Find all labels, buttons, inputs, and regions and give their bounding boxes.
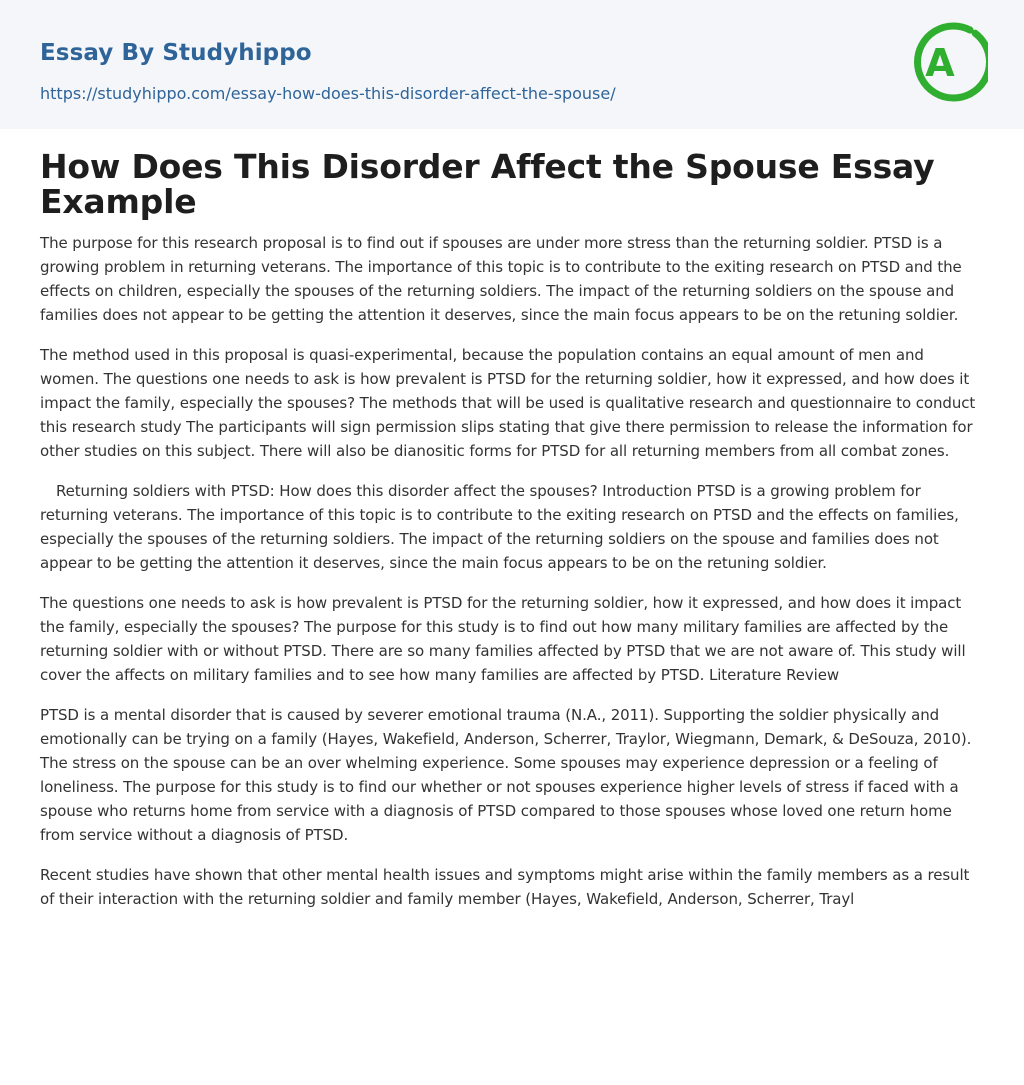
logo-letter: A — [925, 41, 955, 85]
article-paragraph-1: The purpose for this research proposal is to find out if spouses are under more stress than the returning soldier. PTSD is a growing problem in returning veterans. The importance of this topic is to contribute to the exiting research on PTSD and the effects on children, especially the spouses of the returning soldiers. The impact of the returning soldiers on the spouse and families does not appear to be getting the attention it deserves, since the main focus appears to be on the retuning soldier. — [40, 234, 962, 324]
article-paragraph-2: The method used in this proposal is quasi-experimental, because the population contains an equal amount of men and women. The questions one needs to ask is how prevalent is PTSD for the returning soldier, how it expressed, and how does it impact the family, especially the spouses? The methods that will be used is qualitative research and questionnaire to conduct this research study The participants will sign permission slips stating that give there permission to release the information for other studies on this subject. There will also be dianositic forms for PTSD for all returning members from all combat zones. — [40, 346, 976, 460]
article-paragraph-5: PTSD is a mental disorder that is caused by severer emotional trauma (N.A., 2011). Supporting the soldier physically and emotionally can be trying on a family (Hayes, Wakefield, Anderson, Scherrer, Traylor, Wiegmann, Demark, & DeSouza, 2010). The stress on the spouse can be an over whelming experience. Some spouses may experience depression or a feeling of loneliness. The purpose for this study is to find our whether or not spouses experience higher levels of stress if faced with a spouse who returns home from service with a diagnosis of PTSD compared to those spouses whose loved one return home from service without a diagnosis of PTSD. — [40, 706, 972, 844]
site-header — [0, 0, 1024, 129]
article-paragraph-6: Recent studies have shown that other mental health issues and symptoms might arise within the family members as a result of their interaction with the returning soldier and family member (Hayes, Wakefield, Anderson, Scherrer, Trayl — [40, 866, 970, 908]
article-paragraph-4: The questions one needs to ask is how prevalent is PTSD for the returning soldier, how it expressed, and how does it impact the family, especially the spouses? The purpose for this study is to find out how many military families are affected by the returning soldier with or without PTSD. There are so many families affected by PTSD that we are not aware of. This study will cover the affects on military families and to see how many families are affected by PTSD. Literature Review — [40, 594, 966, 684]
article-title: How Does This Disorder Affect the Spouse Essay Example — [40, 147, 935, 221]
site-brand[interactable]: Essay By Studyhippo — [40, 40, 312, 66]
studyhippo-logo-icon[interactable] — [910, 18, 988, 106]
article-paragraph-3: Returning soldiers with PTSD: How does this disorder affect the spouses? Introduction PTSD is a growing problem for returning veterans. The importance of this topic is to contribute to the exiting research on PTSD and the effects on families, especially the spouses of the returning soldiers. The impact of the returning soldiers on the spouse and families does not appear to be getting the attention it deserves, since the main focus appears to be on the retuning soldier. — [40, 482, 959, 572]
page-url-link[interactable]: https://studyhippo.com/essay-how-does-this-disorder-affect-the-spouse/ — [40, 84, 616, 103]
article-main — [0, 129, 1024, 911]
